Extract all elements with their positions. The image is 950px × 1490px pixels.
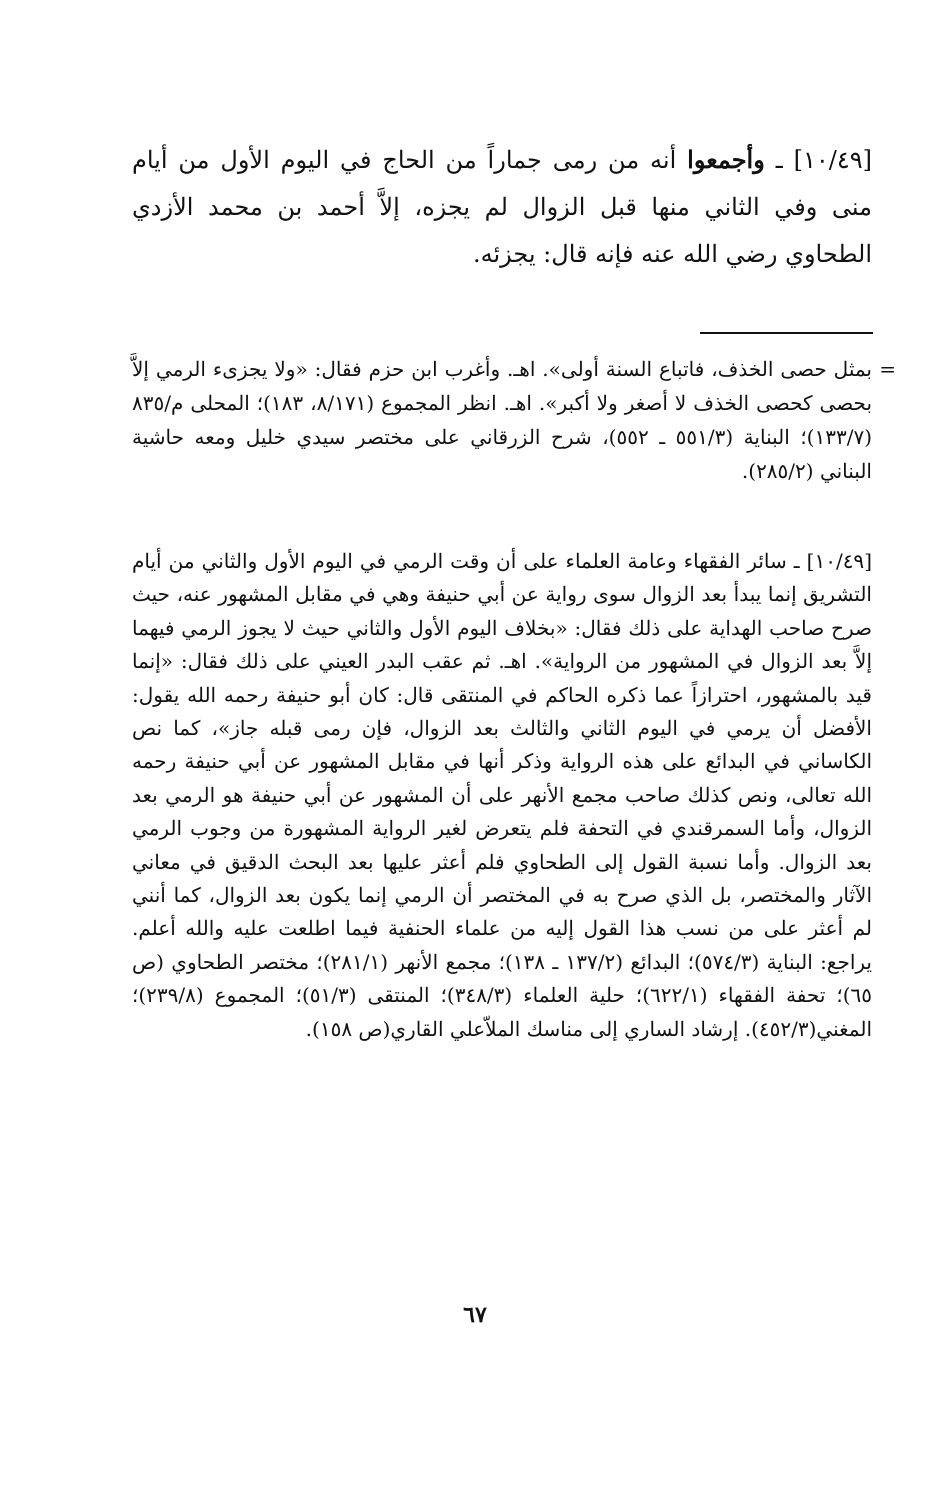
footnote-continuation-text: بمثل حصى الخذف، فاتباع السنة أولى». اهـ. وأغرب ابن حزم فقال: «ولا يجزىء الرمي إلاَّ بحصى كحصى الخذف لا أصغر ولا أكبر». اهـ. انظر المجموع (٨/١٧١، ١٨٣)؛ المحلى م/٨٣٥ (١٣٣/٧)؛ البناية (٥٥١/٣ ـ ٥٥٢)، شرح الزرقاني على مختصر سيدي خليل ومعه حاشية البناني (٢٨٥/٢).: [132, 357, 873, 483]
entry-body-text: أنه من رمى جماراً من الحاج في اليوم الأول من أيام منى وفي الثاني منها قبل الزوال لم يجزه، إلاَّ أحمد بن محمد الأزدي الطحاوي رضي الله عنه فإنه قال: يجزئه.: [132, 146, 872, 268]
footnote-separator-rule: [700, 332, 873, 334]
footnote-continuation: [132, 352, 896, 488]
continuation-mark: =: [879, 357, 896, 381]
entry-reference: [١٠/٤٩] ـ: [775, 146, 872, 174]
footnote-entry: [132, 545, 872, 1046]
entry-lead-word: وأجمعوا: [687, 145, 765, 174]
footnote-entry-text: [١٠/٤٩] ـ سائر الفقهاء وعامة العلماء على أن وقت الرمي في اليوم الأول والثاني من أيام التشريق إنما يبدأ بعد الزوال سوى رواية عن أبي حنيفة وهي في مقابل المشهور عنه، حيث صرح صاحب الهداية على ذلك فقال: «بخلاف اليوم الأول والثاني حيث لا يجوز الرمي فيهما إلاَّ بعد الزوال في المشهور من الرواية». اهـ. ثم عقب البدر العيني على ذلك فقال: «إنما قيد بالمشهور، احترازاً عما ذكره الحاكم في المنتقى قال: كان أبو حنيفة رحمه الله يقول: الأفضل أن يرمي في اليوم الثاني والثالث بعد الزوال، فإن رمى قبله جاز»، كما نص الكاساني في البدائع على هذه الرواية وذكر أنها في مقابل المشهور عن أبي حنيفة رحمه الله تعالى، ونص كذلك صاحب مجمع الأنهر على أن المشهور عن أبي حنيفة هو الرمي بعد الزوال، وأما السمرقندي في التحفة فلم يتعرض لغير الرواية المشهورة من وجوب الرمي بعد الزوال. وأما نسبة القول إلى الطحاوي فلم أعثر عليها بعد البحث الدقيق في معاني الآثار والمختصر، بل الذي صرح به في المختصر أن الرمي إنما يكون بعد الزوال، كما أنني لم أعثر على من نسب هذا القول إليه من علماء الحنفية فيما اطلعت عليه والله أعلم. يراجع: البناية (٥٧٤/٣)؛ البدائع (١٣٧/٢ ـ ١٣٨)؛ مجمع الأنهر (٢٨١/١)؛ مختصر الطحاوي (ص ٦٥)؛ تحفة الفقهاء (٦٢٢/١)؛ حلية العلماء (٣٤٨/٣)؛ المنتقى (٥١/٣)؛ المجموع (٢٣٩/٨)؛المغني(٤٥٢/٣). إرشاد الساري إلى مناسك الملاّعلي القاري(ص ١٥٨).: [132, 549, 873, 1041]
page-number: ٦٧: [463, 1302, 487, 1328]
main-paragraph: [132, 136, 872, 278]
